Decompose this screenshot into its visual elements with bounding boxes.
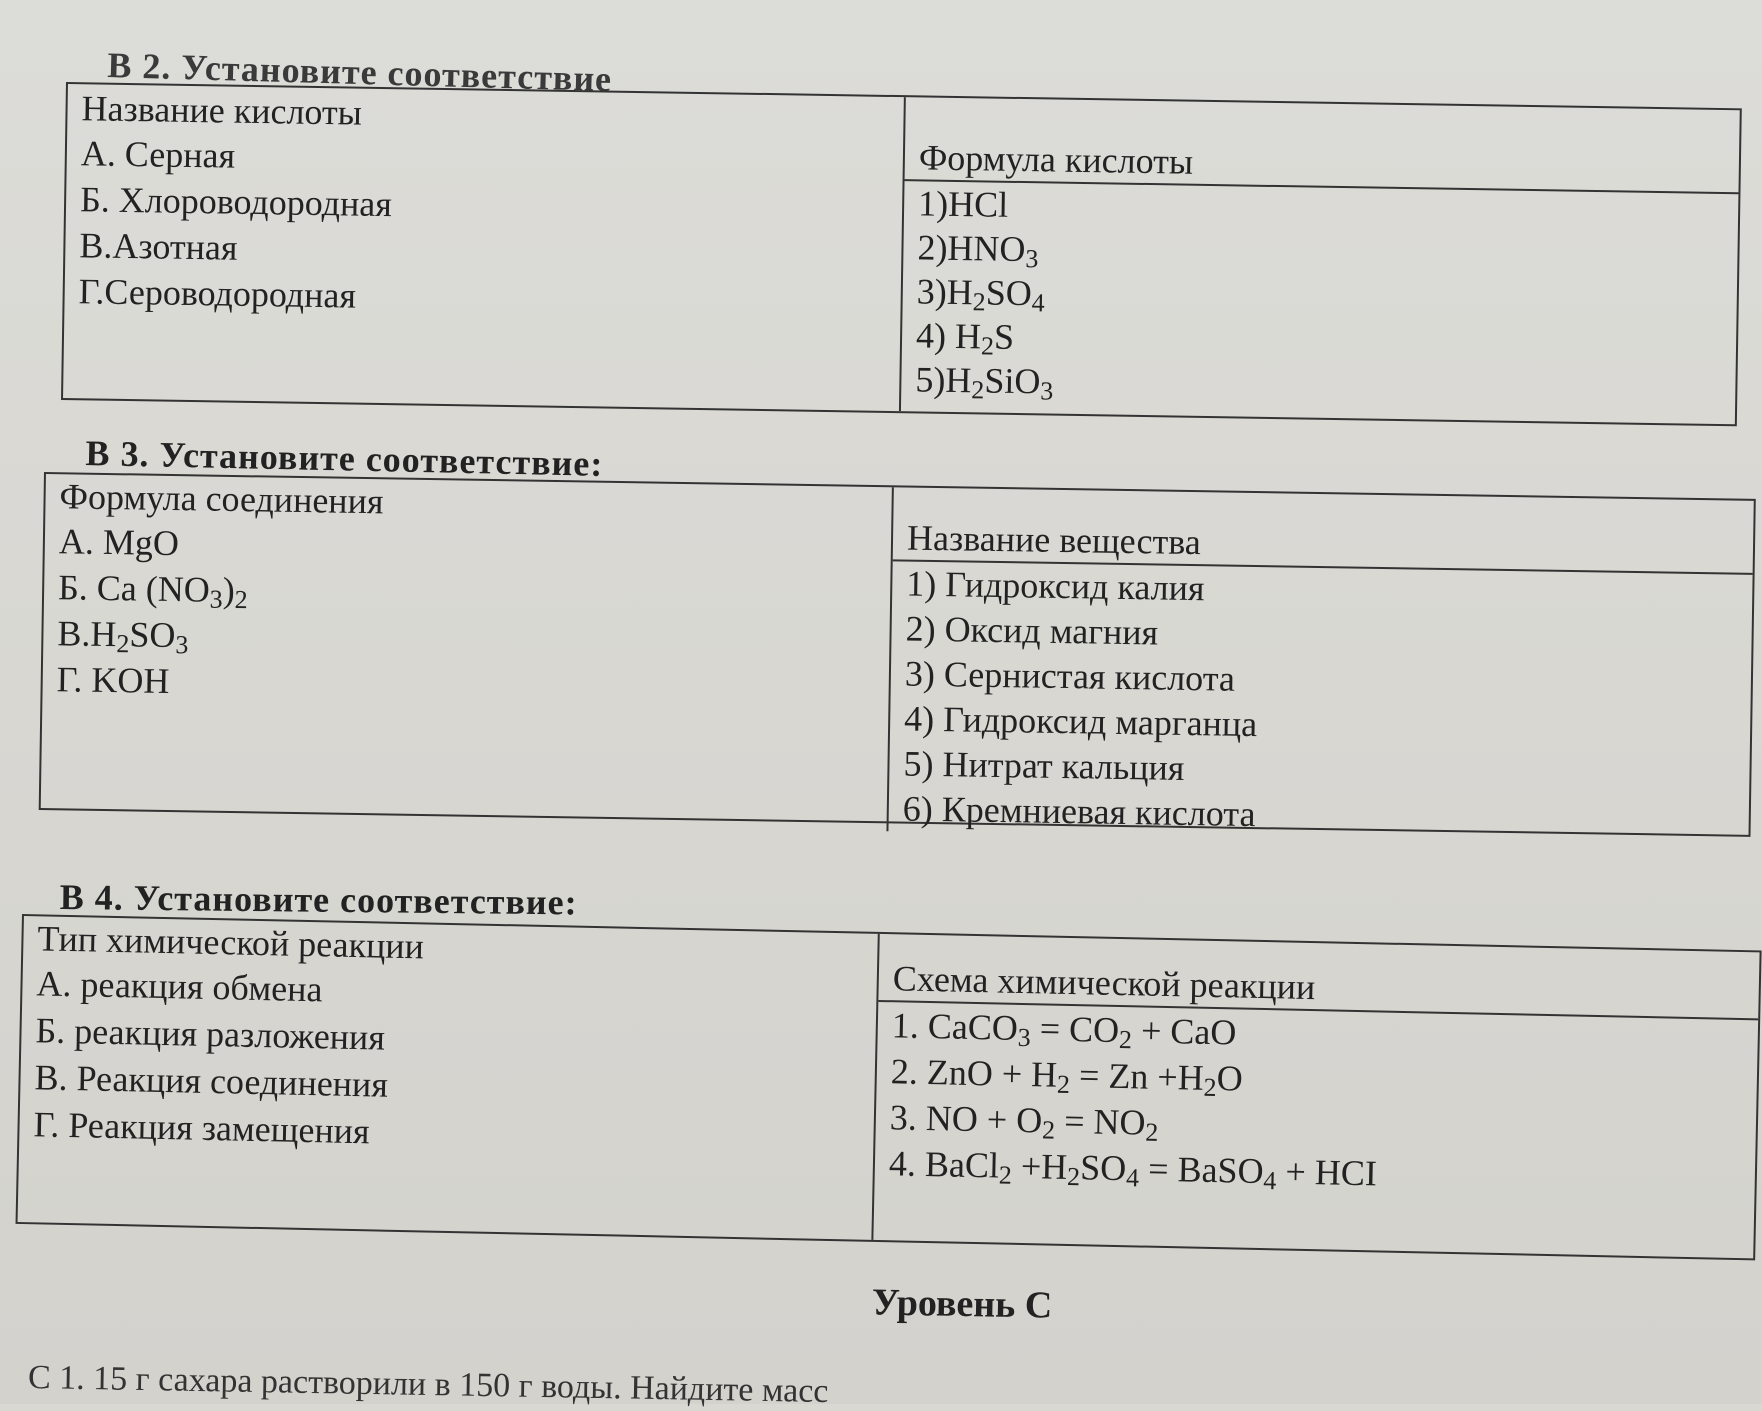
task-b4-title: В 4. Установите соответствие: (59, 876, 578, 923)
task-b2-title: В 2. Установите соответствие (106, 44, 613, 100)
compound-formula-item: $В.H_2SO_3$ (57, 613, 189, 660)
acid-name-item: А. Серная (80, 133, 236, 176)
substance-name-header: Название вещества (893, 507, 1754, 575)
acid-name-header: Название кислоты (81, 88, 363, 133)
substance-name-item: 3) Сернистая кислота (904, 653, 1236, 699)
reaction-type-item: А. реакция обмена (36, 963, 323, 1010)
reaction-type-item: В. Реакция соединения (34, 1057, 389, 1105)
acid-name-column (63, 84, 906, 411)
acid-formula-item: $2)HNO_3$ (917, 227, 1039, 274)
acid-formula-item: $3)H_2SO_4$ (916, 271, 1045, 318)
task-b4-table (16, 914, 1762, 1260)
substance-name-item: 2) Оксид магния (905, 608, 1159, 653)
acid-formula-list (901, 181, 1738, 414)
reaction-scheme-item: 2. ZnO + $H_2 = Zn +H_2O$ (890, 1051, 1244, 1103)
level-c-heading: Уровень С (871, 1281, 1053, 1327)
reaction-scheme-item: 3. NO + $O_2 = NO_2$ (889, 1097, 1159, 1147)
compound-formula-column (41, 474, 894, 831)
reaction-type-list (19, 960, 877, 1166)
acid-formula-header: Формула кислоты (905, 127, 1740, 194)
acid-formula-item: $5)H_2SiO_3$ (915, 359, 1054, 406)
task-b2-table (61, 82, 1742, 426)
substance-name-list (888, 561, 1752, 844)
substance-name-item: 4) Гидроксид марганца (903, 698, 1258, 745)
substance-name-column (888, 487, 1753, 844)
reaction-type-header: Тип химической реакции (37, 918, 425, 967)
substance-name-item: 5) Нитрат кальция (903, 743, 1185, 788)
reaction-scheme-item: 4. BaCl$_2$ $+H_2SO_4$ = BaSO$_4$ + HCI (888, 1143, 1378, 1196)
substance-name-item: 1) Гидроксид калия (906, 563, 1205, 609)
compound-formula-list (42, 518, 891, 715)
compound-formula-item: А. MgO (58, 521, 180, 564)
reaction-scheme-column (873, 934, 1759, 1258)
acid-formula-column (901, 97, 1740, 424)
compound-formula-header: Формула соединения (59, 476, 384, 522)
compound-formula-item: Г. KOH (56, 659, 170, 701)
task-b3-title: В 3. Установите соответствие: (85, 432, 604, 484)
reaction-type-item: Б. реакция разложения (35, 1010, 386, 1058)
reaction-scheme-item: 1. CaCO$_3$ = $CO_2$ + CaO (891, 1005, 1237, 1055)
acid-name-item: Б. Хлороводородная (79, 179, 393, 225)
task-c1-text: С 1. 15 г сахара растворили в 150 г воды. Найдите масс (27, 1359, 829, 1410)
task-b3-table (39, 472, 1756, 837)
reaction-type-item: Г. Реакция замещения (33, 1104, 370, 1152)
acid-name-list (64, 130, 903, 327)
substance-name-item: 6) Кремниевая кислота (902, 788, 1256, 835)
acid-name-item: В.Азотная (79, 225, 238, 268)
acid-formula-item: 4) $H_2S$ (915, 315, 1015, 361)
reaction-type-column (18, 916, 880, 1240)
acid-formula-item: 1)HCl (917, 183, 1009, 225)
acid-name-item: Г.Сероводородная (78, 271, 357, 316)
compound-formula-item: Б. Ca $(NO_3)_2$ (57, 567, 248, 615)
reaction-scheme-header: Схема химической реакции (878, 948, 1759, 1020)
reaction-scheme-list (874, 1002, 1758, 1204)
